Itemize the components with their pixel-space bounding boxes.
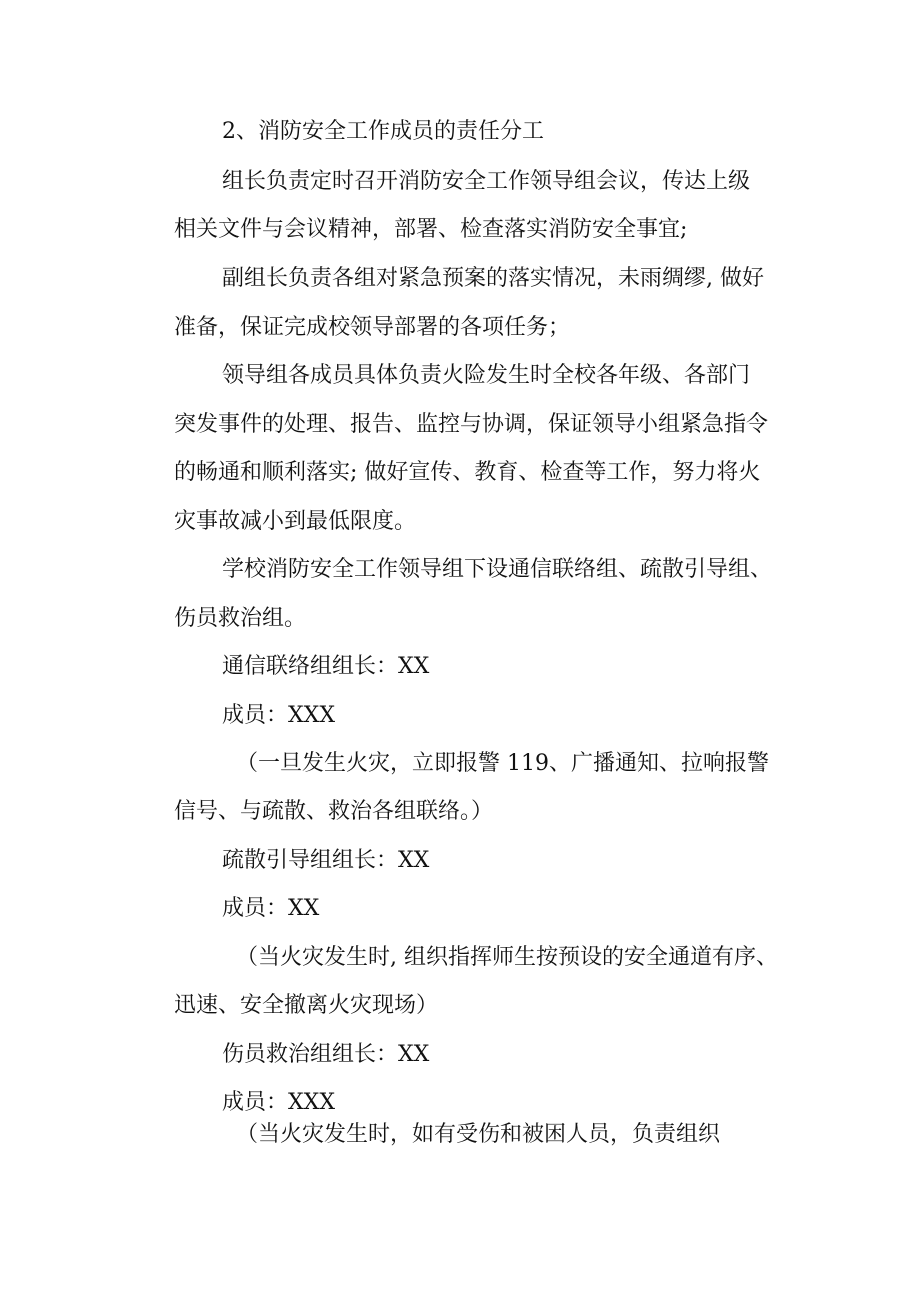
group-members-line: 成员：XX bbox=[222, 896, 320, 921]
group-leader-line: 疏散引导组组长：XX bbox=[222, 848, 430, 873]
group-duty-note: 迅速、安全撤离火灾现场） bbox=[174, 993, 439, 1018]
paragraph-line: 灾事故减小到最低限度。 bbox=[174, 509, 417, 534]
paragraph-line: 准备，保证完成校领导部署的各项任务； bbox=[174, 315, 571, 340]
section-heading: 2、消防安全工作成员的责任分工 bbox=[222, 119, 544, 144]
paragraph-line: 突发事件的处理、报告、监控与协调，保证领导小组紧急指令 bbox=[174, 412, 769, 437]
paragraph-line: 相关文件与会议精神，部署、检查落实消防安全事宜; bbox=[174, 217, 688, 242]
group-members-line: 成员：XXX bbox=[222, 703, 335, 728]
group-duty-note: 信号、与疏散、救治各组联络。） bbox=[174, 799, 494, 824]
paragraph-line: 副组长负责各组对紧急预案的落实情况，未雨绸缪, 做好 bbox=[222, 266, 764, 291]
group-members-line: 成员：XXX bbox=[222, 1090, 335, 1115]
group-leader-line: 伤员救治组组长：XX bbox=[222, 1042, 430, 1067]
group-duty-note: （一旦发生火灾，立即报警 119、广播通知、拉响报警 bbox=[236, 751, 769, 776]
group-duty-note: （当火灾发生时, 组织指挥师生按预设的安全通道有序、 bbox=[236, 945, 778, 970]
paragraph-line: 组长负责定时召开消防安全工作领导组会议，传达上级 bbox=[222, 169, 751, 194]
paragraph-line: 伤员救治组。 bbox=[174, 606, 307, 631]
paragraph-line: 学校消防安全工作领导组下设通信联络组、疏散引导组、 bbox=[222, 557, 773, 582]
paragraph-line: 的畅通和顺利落实; 做好宣传、教育、检查等工作，努力将火 bbox=[174, 460, 761, 485]
paragraph-line: 领导组各成员具体负责火险发生时全校各年级、各部门 bbox=[222, 363, 751, 388]
group-duty-note: （当火灾发生时，如有受伤和被困人员，负责组织 bbox=[236, 1122, 721, 1147]
group-leader-line: 通信联络组组长：XX bbox=[222, 654, 430, 679]
